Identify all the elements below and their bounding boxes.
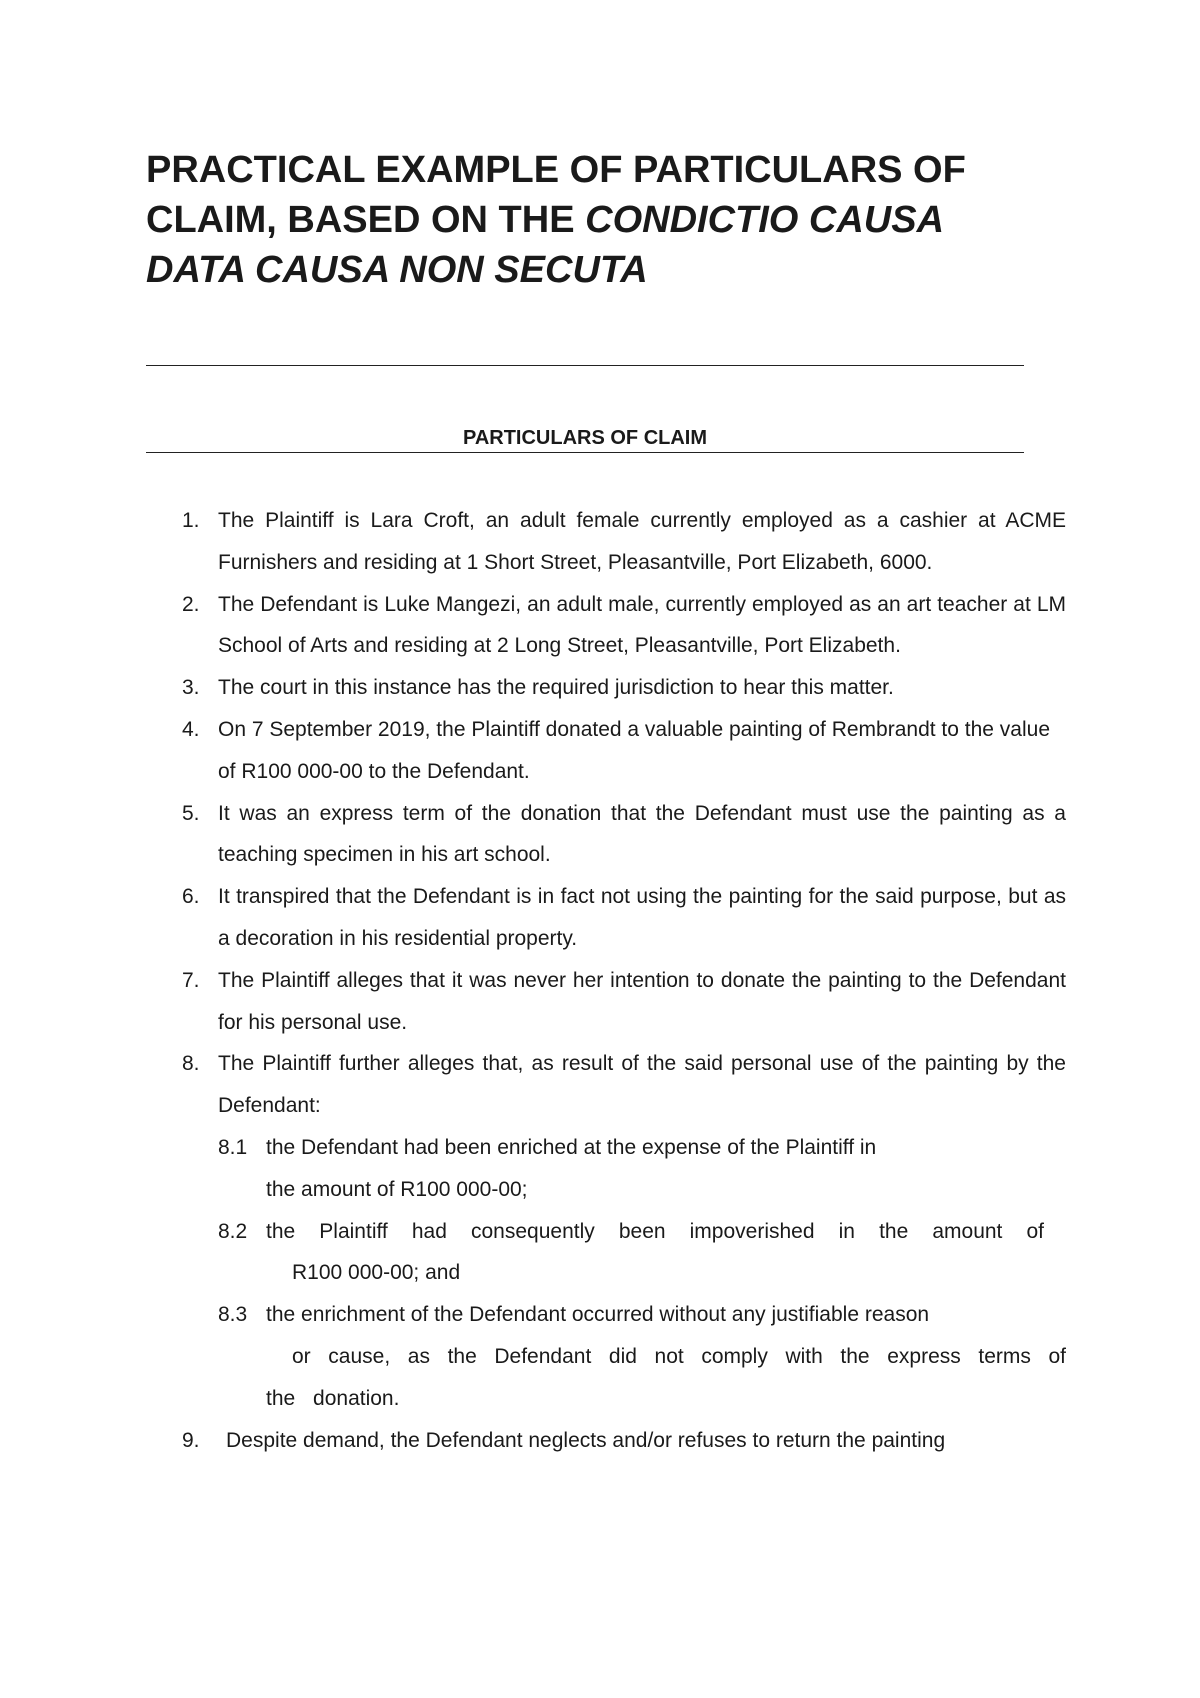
sub-item-line: the Defendant had been enriched at the expense of the Plaintiff in bbox=[266, 1135, 877, 1159]
sub-item-line: the enrichment of the Defendant occurred without any justifiable reason bbox=[266, 1303, 930, 1327]
list-item bbox=[146, 793, 1066, 877]
list-item bbox=[146, 584, 1066, 668]
sub-item-number: 8.3 bbox=[218, 1303, 248, 1327]
item-text: The Plaintiff is Lara Croft, an adult female currently employed as a cashier at ACME Furnishers and residing at 1 Short Street, Pleasantville, Port Elizabeth, 6000. bbox=[218, 509, 1066, 574]
item-text: The Plaintiff alleges that it was never her intention to donate the painting to the Defendant for his personal use. bbox=[218, 968, 1066, 1034]
list-item bbox=[146, 876, 1066, 960]
item-number: 7. bbox=[182, 968, 200, 992]
item-number: 9. bbox=[182, 1428, 200, 1452]
item-number: 4. bbox=[182, 717, 200, 741]
item-text: It transpired that the Defendant is in fact not using the painting for the said purpose, but as a decoration in his residential property. bbox=[218, 885, 1066, 950]
sub-item-line: the Plaintiff had consequently been impoverished in the amount of bbox=[266, 1219, 1044, 1243]
sub-item-line: the donation. bbox=[266, 1386, 400, 1410]
sub-item bbox=[146, 1294, 1066, 1419]
list-item bbox=[146, 667, 1066, 709]
item-number: 5. bbox=[182, 801, 200, 825]
sub-item-line: R100 000-00; and bbox=[292, 1261, 461, 1285]
item-number: 8. bbox=[182, 1052, 200, 1076]
sub-item-line: or cause, as the Defendant did not comply with the express terms of bbox=[292, 1344, 1066, 1368]
item-text: It was an express term of the donation that the Defendant must use the painting as a teaching specimen in his art school. bbox=[218, 801, 1066, 867]
title-italic: CONDICTIO CAUSA DATA CAUSA NON SECUTA bbox=[146, 199, 943, 291]
title-plain: PRACTICAL EXAMPLE OF PARTICULARS OF CLAIM, BASED ON THE bbox=[146, 149, 966, 241]
list-item bbox=[146, 1043, 1066, 1127]
item-text: Despite demand, the Defendant neglects and/or refuses to return the painting bbox=[226, 1428, 946, 1452]
item-number: 2. bbox=[182, 592, 200, 616]
list-item bbox=[146, 500, 1066, 584]
sub-item-line: the amount of R100 000-00; bbox=[266, 1177, 528, 1201]
horizontal-rule bbox=[146, 365, 1024, 366]
item-number: 1. bbox=[182, 509, 200, 532]
document-title bbox=[146, 145, 1046, 295]
claim-list bbox=[146, 500, 1066, 1461]
sub-item bbox=[146, 1211, 1066, 1295]
item-text: On 7 September 2019, the Plaintiff donated a valuable painting of Rembrandt to the value of R100 000-00 to the Defendant. bbox=[218, 717, 1051, 783]
item-number: 6. bbox=[182, 885, 200, 909]
list-item bbox=[146, 1420, 1066, 1462]
sub-item-number: 8.1 bbox=[218, 1135, 248, 1159]
list-item bbox=[146, 960, 1066, 1044]
item-text: The Defendant is Luke Mangezi, an adult male, currently employed as an art teacher at LM School of Arts and residing at 2 Long Street, Pleasantville, Port Elizabeth. bbox=[218, 592, 1066, 658]
item-text: The Plaintiff further alleges that, as result of the said personal use of the painting by the Defendant: bbox=[218, 1052, 1066, 1118]
list-item bbox=[146, 709, 1066, 793]
item-text: The court in this instance has the required jurisdiction to hear this matter. bbox=[218, 676, 894, 700]
section-heading: PARTICULARS OF CLAIM bbox=[146, 425, 1024, 453]
item-number: 3. bbox=[182, 676, 200, 700]
sub-item bbox=[146, 1127, 1066, 1211]
sub-item-number: 8.2 bbox=[218, 1219, 248, 1243]
